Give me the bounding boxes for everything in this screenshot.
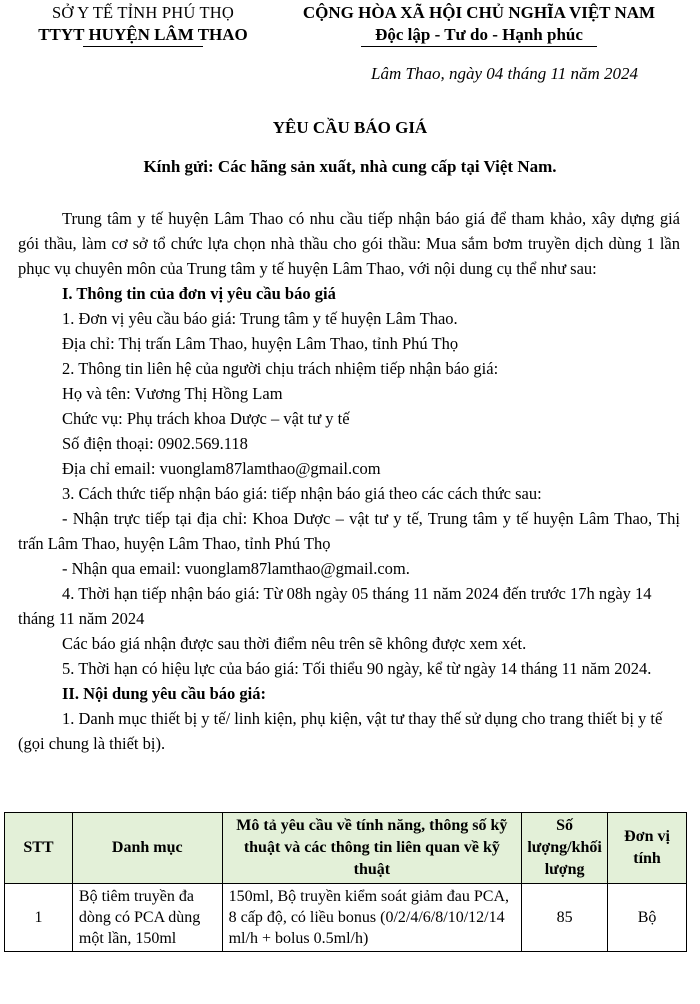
national-motto-block (278, 2, 680, 47)
contact-email: Địa chỉ email: vuonglam87lamthao@gmail.com (62, 459, 381, 478)
col-header-stt: STT (5, 813, 73, 884)
col-header-description: Mô tả yêu cầu về tính năng, thông số kỹ thuật và các thông tin liên quan về kỹ thuật (222, 813, 522, 884)
row-item-name: Bộ tiêm truyền đa dòng có PCA dùng một lần, 150ml (72, 884, 222, 952)
document-title: YÊU CẦU BÁO GIÁ (272, 118, 428, 137)
table-header-row (5, 813, 687, 884)
col-header-item: Danh mục (72, 813, 222, 884)
contact-phone: Số điện thoại: 0902.569.118 (62, 434, 248, 453)
row-description: 150ml, Bộ truyền kiểm soát giảm đau PCA, 8 cấp độ, có liều bonus (0/2/4/6/8/10/12/14 ml/h + bolus 0.5ml/h) (222, 884, 522, 952)
recipient-line: Kính gửi: Các hãng sản xuất, nhà cung cấp tại Việt Nam. (143, 157, 557, 176)
section-2-heading: II. Nội dung yêu cầu báo giá: (62, 684, 267, 703)
contact-position: Chức vụ: Phụ trách khoa Dược – vật tư y tế (62, 409, 350, 428)
national-motto: Độc lập - Tư do - Hạnh phúc (375, 25, 583, 44)
equipment-list-intro: 1. Danh mục thiết bị y tế/ linh kiện, phụ kiện, vật tư thay thế sử dụng cho trang thiết bị y tế (gọi chung là thiết bị). (18, 709, 663, 753)
row-stt: 1 (5, 884, 73, 952)
place-and-date: Lâm Thao, ngày 04 tháng 11 năm 2024 (371, 64, 638, 83)
parent-agency: SỞ Y TẾ TỈNH PHÚ THỌ (52, 3, 234, 22)
receiving-method-heading: 3. Cách thức tiếp nhận báo giá: tiếp nhận báo giá theo các cách thức sau: (62, 484, 542, 503)
requesting-unit: 1. Đơn vị yêu cầu báo giá: Trung tâm y tế huyện Lâm Thao. (62, 309, 458, 328)
contact-name: Họ và tên: Vương Thị Hồng Lam (62, 384, 283, 403)
quote-request-table (4, 812, 687, 952)
national-title: CỘNG HÒA XÃ HỘI CHỦ NGHĨA VIỆT NAM (302, 3, 656, 22)
document-header (0, 0, 700, 60)
col-header-quantity: Số lượng/khối lượng (522, 813, 608, 884)
unit-underline (83, 46, 203, 47)
quote-validity: 5. Thời hạn có hiệu lực của báo giá: Tối thiểu 90 ngày, kể từ ngày 14 tháng 11 năm 2024. (62, 659, 652, 678)
row-quantity: 85 (522, 884, 608, 952)
issuing-agency-block (18, 2, 268, 47)
intro-paragraph: Trung tâm y tế huyện Lâm Thao có nhu cầu tiếp nhận báo giá để tham khảo, xây dựng giá gói thầu, làm cơ sở tổ chức lựa chọn nhà thầu cho gói thầu: Mua sắm bơm truyền dịch dùng 1 lần phục vụ chuyên môn của Trung tâm y tế huyện Lâm Thao, với nội dung cụ thể như sau: (18, 209, 680, 278)
document-body (18, 206, 680, 756)
issuing-unit: TTYT HUYỆN LÂM THAO (38, 25, 248, 44)
row-unit: Bộ (608, 884, 687, 952)
receiving-method-email: - Nhận qua email: vuonglam87lamthao@gmail.com. (62, 559, 410, 578)
col-header-unit: Đơn vị tính (608, 813, 687, 884)
contact-info-heading: 2. Thông tin liên hệ của người chịu trách nhiệm tiếp nhận báo giá: (62, 359, 499, 378)
motto-underline (361, 46, 597, 47)
section-1-heading: I. Thông tin của đơn vị yêu cầu báo giá (62, 284, 336, 303)
unit-address: Địa chỉ: Thị trấn Lâm Thao, huyện Lâm Thao, tỉnh Phú Thọ (62, 334, 459, 353)
receiving-deadline: 4. Thời hạn tiếp nhận báo giá: Từ 08h ngày 05 tháng 11 năm 2024 đến trước 17h ngày 14 tháng 11 năm 2024 (18, 584, 652, 628)
table-row (5, 884, 687, 952)
late-submission-note: Các báo giá nhận được sau thời điểm nêu trên sẽ không được xem xét. (62, 634, 527, 653)
receiving-method-direct: - Nhận trực tiếp tại địa chỉ: Khoa Dược – vật tư y tế, Trung tâm y tế huyện Lâm Thao, Thị trấn Lâm Thao, huyện Lâm Thao, tỉnh Phú Thọ (18, 509, 680, 553)
